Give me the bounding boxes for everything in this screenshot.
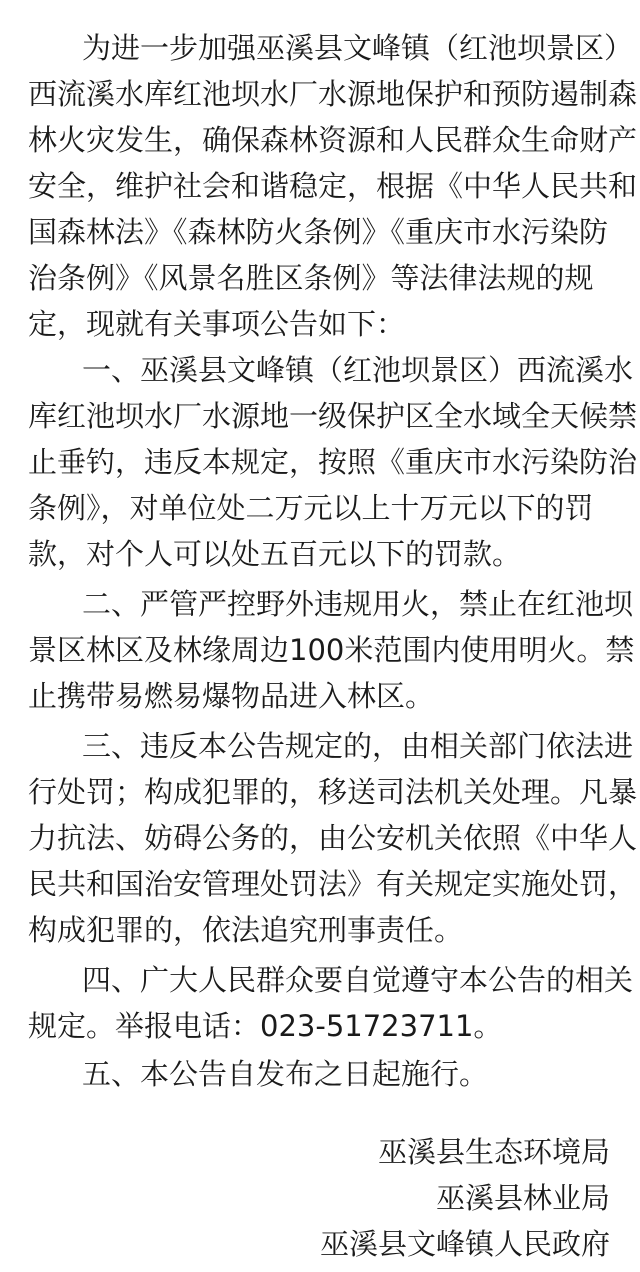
item-3-line-1: 三、违反本公告规定的，由相关部门依法进 — [82, 729, 634, 763]
item-1-line-3: 止垂钓，违反本规定，按照《重庆市水污染防治 — [28, 445, 638, 479]
intro-line-4: 安全，维护社会和谐稳定，根据《中华人民共和 — [28, 169, 638, 203]
item-3-line-2: 行处罚；构成犯罪的，移送司法机关处理。凡暴 — [28, 775, 638, 809]
intro-line-1: 为进一步加强巫溪县文峰镇（红池坝景区） — [82, 31, 634, 65]
intro-line-7: 定，现就有关事项公告如下： — [28, 307, 406, 341]
item-4-line-1: 四、广大人民群众要自觉遵守本公告的相关 — [82, 963, 634, 997]
item-3-line-4: 民共和国治安管理处罚法》有关规定实施处罚， — [28, 867, 638, 901]
item-1-line-5: 款，对个人可以处五百元以下的罚款。 — [28, 537, 522, 571]
intro-line-3: 林火灾发生，确保森林资源和人民群众生命财产 — [28, 123, 638, 157]
intro-line-2: 西流溪水库红池坝水厂水源地保护和预防遏制森 — [28, 77, 638, 111]
signature-forestry-bureau: 巫溪县林业局 — [435, 1181, 610, 1215]
item-4-line-2: 规定。举报电话：023-51723711。 — [28, 1009, 503, 1043]
item-2-line-3: 止携带易燃易爆物品进入林区。 — [28, 679, 435, 713]
item-1-line-2: 库红池坝水厂水源地一级保护区全水域全天候禁 — [28, 399, 638, 433]
signature-town-government: 巫溪县文峰镇人民政府 — [319, 1227, 610, 1261]
item-2-line-1: 二、严管严控野外违规用火，禁止在红池坝 — [82, 587, 634, 621]
item-1-line-4: 条例》，对单位处二万元以上十万元以下的罚 — [28, 491, 594, 525]
intro-line-5: 国森林法》《森林防火条例》《重庆市水污染防 — [28, 215, 609, 249]
item-2-line-2: 景区林区及林缘周边100米范围内使用明火。禁 — [28, 633, 635, 667]
item-5-line-1: 五、本公告自发布之日起施行。 — [82, 1057, 489, 1091]
item-3-line-5: 构成犯罪的，依法追究刑事责任。 — [28, 913, 464, 947]
item-1-line-1: 一、巫溪县文峰镇（红池坝景区）西流溪水 — [82, 353, 634, 387]
item-3-line-3: 力抗法、妨碍公务的，由公安机关依照《中华人 — [28, 821, 638, 855]
signature-ecology-bureau: 巫溪县生态环境局 — [377, 1135, 610, 1169]
intro-line-6: 治条例》《风景名胜区条例》等法律法规的规 — [28, 261, 594, 295]
